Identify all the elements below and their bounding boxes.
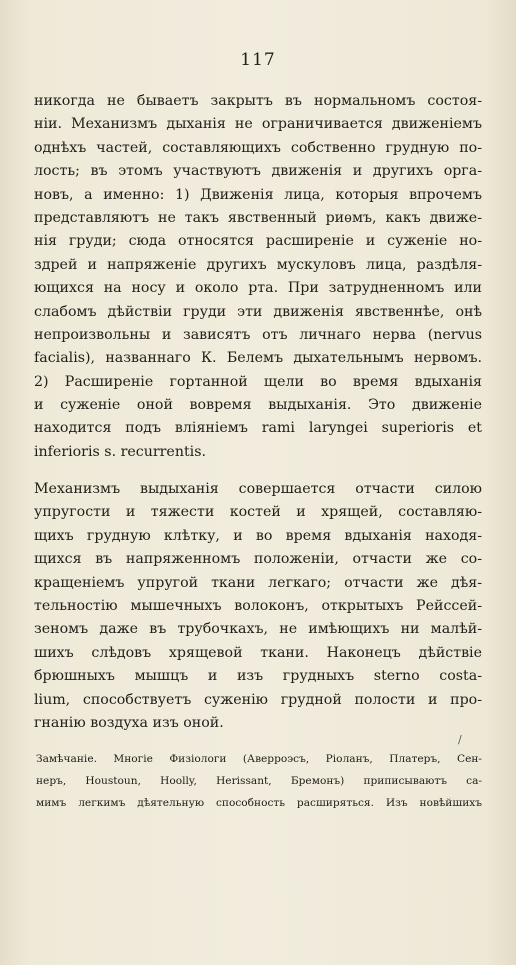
page-number: 117 [240, 50, 276, 70]
text-line: inferioris s. recurrentis. [34, 443, 206, 460]
text-line: слабомъ дѣйствіи груди эти движенія явственнѣе, онѣ [34, 303, 482, 320]
footnote-line: неръ, Houstoun, Hoolly, Herissant, Бремонъ) приписываютъ са- [36, 775, 482, 787]
text-line: lium, способствуетъ суженію грудной полости и про- [34, 691, 482, 708]
footnote-line: мимъ легкимъ дѣятельную способность расширяться. Изъ новѣйшихъ [36, 797, 482, 809]
paragraph-2 [34, 478, 482, 735]
text-line: однѣхъ частей, составляющихъ собственно грудную по- [34, 139, 482, 156]
paragraph-1 [34, 90, 482, 464]
pencil-mark: / [458, 733, 462, 746]
footnote-line: Замѣчаніе. Многіе Физіологи (Аверроэсъ, Ріоланъ, Платеръ, Сен- [36, 753, 482, 765]
text-line: кращеніемъ упругой ткани легкаго; отчасти же дѣя- [34, 574, 482, 591]
text-line: 2) Расширеніе гортанной щели во время вдыханія [34, 373, 482, 390]
text-line: непроизвольны и зависятъ отъ личнаго нерва (nervus [34, 326, 482, 343]
text-line: находится подъ вліяніемъ rami laryngei superioris et [34, 420, 482, 437]
text-line: никогда не бываетъ закрытъ въ нормальномъ состоя- [34, 93, 482, 109]
text-line: шихъ слѣдовъ хрящевой ткани. Наконецъ дѣйствіе [34, 644, 482, 661]
text-line: представляютъ не такъ явственный риѳмъ, какъ движе- [34, 209, 482, 226]
text-line: новъ, а именно: 1) Движенія лица, которыя впрочемъ [34, 186, 482, 203]
text-line: ющихся на носу и около рта. При затрудненномъ или [34, 280, 482, 297]
text-line: facialis), названнаго К. Белемъ дыхательнымъ нервомъ. [34, 350, 482, 367]
text-line: ніи. Механизмъ дыханія не ограничивается движеніемъ [34, 116, 482, 133]
text-line: щихъ грудную клѣтку, и во время вдыханія находя- [34, 527, 482, 544]
text-line: и суженіе оной вовремя выдыханія. Это движеніе [34, 397, 482, 414]
text-line: тельностію мышечныхъ волоконъ, открытыхъ Рейссей- [34, 597, 482, 614]
footnote [36, 748, 482, 814]
text-line: зеномъ даже въ трубочкахъ, не имѣющихъ ни малѣй- [34, 621, 482, 638]
text-line: брюшныхъ мышцъ и изъ грудныхъ sterno costa- [34, 668, 482, 685]
text-line: щихся въ напряженномъ положеніи, отчасти же со- [34, 551, 482, 568]
text-line: лость; въ этомъ участвуютъ движенія и другихъ орга- [34, 163, 482, 180]
text-line: упругости и тяжести костей и хрящей, составляю- [34, 504, 482, 521]
text-line: гнанію воздуха изъ оной. [34, 714, 224, 731]
text-line: нія груди; сюда относятся расширеніе и суженіе но- [34, 233, 482, 250]
text-line: Механизмъ выдыханія совершается отчасти силою [34, 481, 482, 497]
text-line: здрей и напряженіе другихъ мускуловъ лица, раздѣля- [34, 256, 482, 273]
